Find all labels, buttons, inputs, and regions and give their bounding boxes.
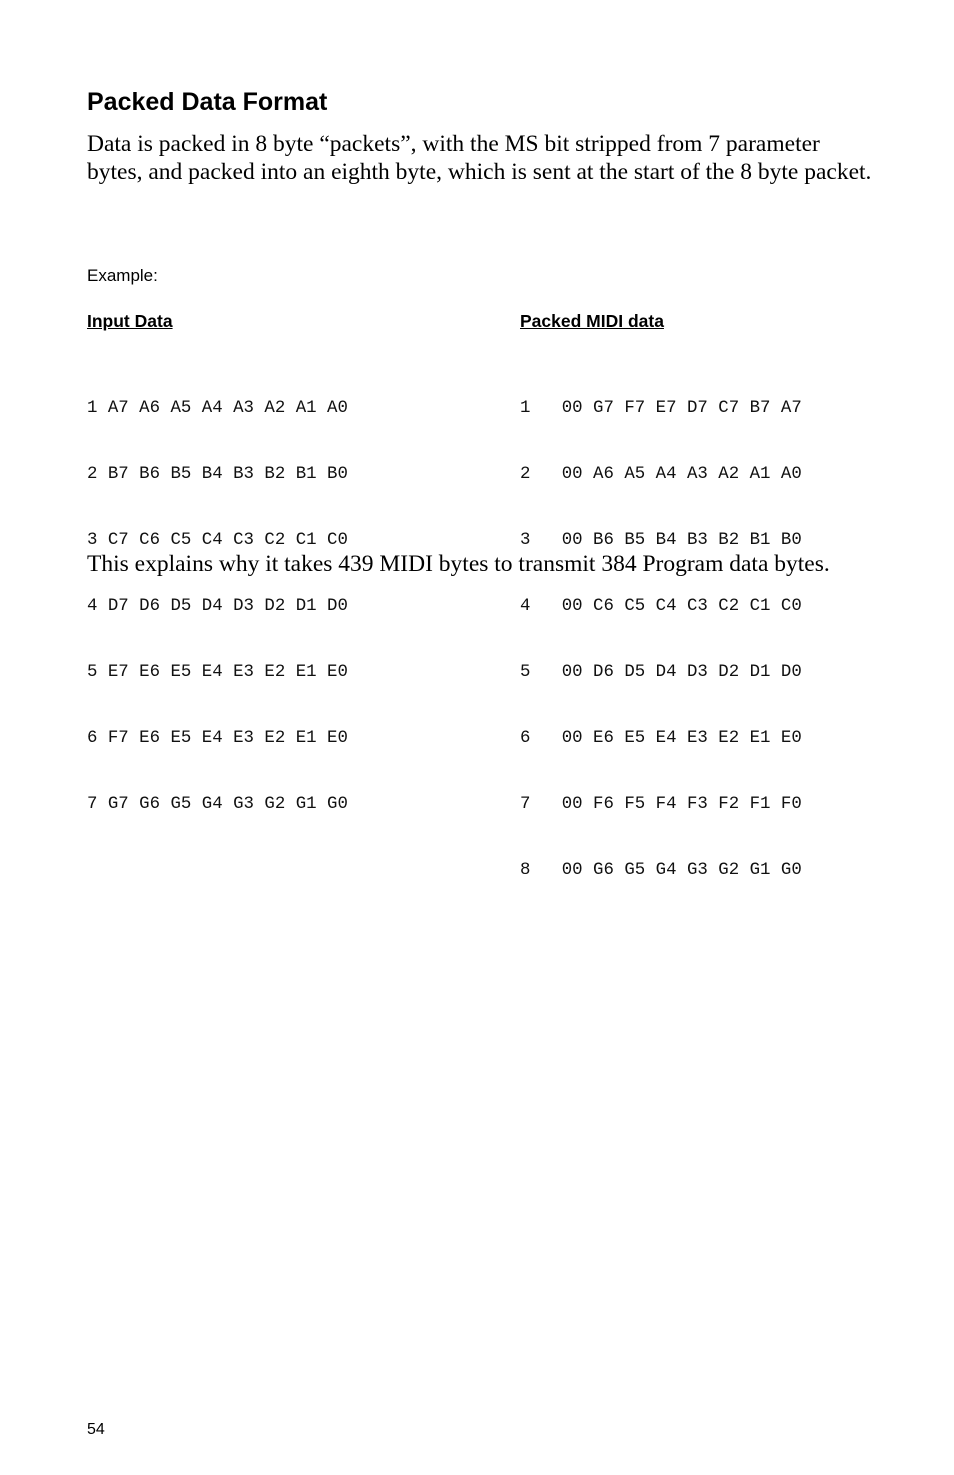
closing-paragraph: This explains why it takes 439 MIDI bytes to transmit 384 Program data bytes. [87,551,830,577]
packed-midi-data-row: 2 00 A6 A5 A4 A3 A2 A1 A0 [520,465,802,484]
packed-midi-data-row: 4 00 C6 C5 C4 C3 C2 C1 C0 [520,597,802,616]
page-title: Packed Data Format [87,88,328,116]
input-data-row: 3 C7 C6 C5 C4 C3 C2 C1 C0 [87,531,348,550]
input-data-block [87,354,348,838]
packed-midi-data-row: 1 00 G7 F7 E7 D7 C7 B7 A7 [520,399,802,418]
packed-midi-data-heading: Packed MIDI data [520,311,664,331]
input-data-row: 4 D7 D6 D5 D4 D3 D2 D1 D0 [87,597,348,616]
packed-midi-data-row: 7 00 F6 F5 F4 F3 F2 F1 F0 [520,795,802,814]
input-data-row: 2 B7 B6 B5 B4 B3 B2 B1 B0 [87,465,348,484]
packed-midi-data-block [520,354,802,904]
page-number: 54 [87,1421,105,1438]
packed-midi-data-row: 3 00 B6 B5 B4 B3 B2 B1 B0 [520,531,802,550]
intro-paragraph: Data is packed in 8 byte “packets”, with the MS bit stripped from 7 parameter bytes, and packed into an eighth byte, which is sent at the start of the 8 byte packet. [87,131,872,185]
packed-midi-data-row: 8 00 G6 G5 G4 G3 G2 G1 G0 [520,861,802,880]
packed-midi-data-row: 5 00 D6 D5 D4 D3 D2 D1 D0 [520,663,802,682]
input-data-row: 5 E7 E6 E5 E4 E3 E2 E1 E0 [87,663,348,682]
example-label: Example: [87,266,158,285]
input-data-heading: Input Data [87,311,173,331]
input-data-row: 1 A7 A6 A5 A4 A3 A2 A1 A0 [87,399,348,418]
input-data-row: 6 F7 E6 E5 E4 E3 E2 E1 E0 [87,729,348,748]
input-data-row: 7 G7 G6 G5 G4 G3 G2 G1 G0 [87,795,348,814]
packed-midi-data-row: 6 00 E6 E5 E4 E3 E2 E1 E0 [520,729,802,748]
